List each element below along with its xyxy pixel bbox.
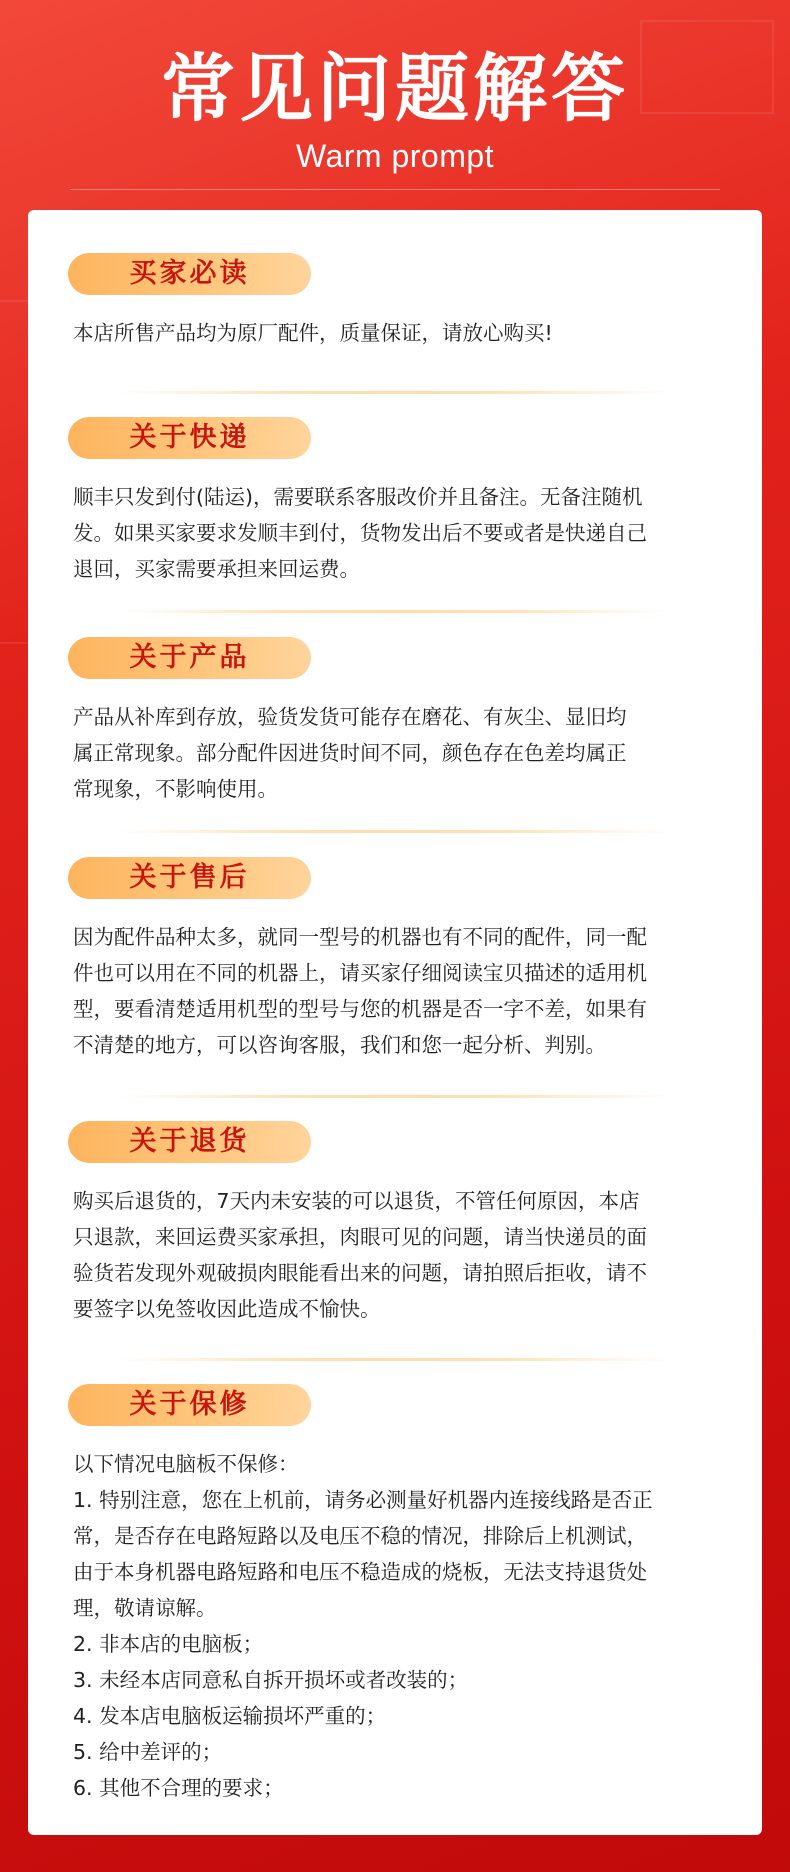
section-line: 型，要看清楚适用机型的型号与您的机器是否一字不差，如果有 [73, 997, 647, 1021]
section-heading: 关于保修 [68, 1384, 311, 1426]
section-line: 6. 其他不合理的要求； [73, 1776, 284, 1800]
section-line: 由于本身机器电路短路和电压不稳造成的烧板，无法支持退货处 [73, 1560, 647, 1584]
section-heading: 关于产品 [68, 637, 311, 679]
section-line: 要签字以免签收因此造成不愉快。 [73, 1297, 381, 1321]
section-line: 以下情况电脑板不保修： [73, 1452, 299, 1476]
header-divider [70, 189, 720, 190]
section-line: 常现象，不影响使用。 [73, 777, 278, 801]
section-divider [118, 610, 673, 613]
section-body [73, 479, 728, 587]
section-heading: 关于退货 [68, 1121, 311, 1163]
section-divider [118, 1095, 673, 1098]
section-line: 产品从补库到存放，验货发货可能存在磨花、有灰尘、显旧均 [73, 705, 627, 729]
faq-card [28, 210, 762, 1835]
section-line: 只退款，来回运费买家承担，肉眼可见的问题，请当快递员的面 [73, 1225, 647, 1249]
section-line: 4. 发本店电脑板运输损坏严重的； [73, 1704, 387, 1728]
section-divider [118, 1358, 673, 1361]
section-heading: 买家必读 [68, 253, 311, 295]
section-line: 1. 特别注意，您在上机前，请务必测量好机器内连接线路是否正 [73, 1488, 653, 1512]
page-subtitle: Warm prompt [295, 138, 495, 174]
section-line: 退回，买家需要承担来回运费。 [73, 557, 360, 581]
section-line: 因为配件品种太多，就同一型号的机器也有不同的配件，同一配 [73, 925, 647, 949]
section-line: 常，是否存在电路短路以及电压不稳的情况，排除后上机测试， [73, 1524, 647, 1548]
section-heading: 关于快递 [68, 417, 311, 459]
section-line: 3. 未经本店同意私自拆开损坏或者改装的； [73, 1668, 469, 1692]
section-line: 理，敬请谅解。 [73, 1596, 217, 1620]
page-title: 常见问题解答 [161, 47, 629, 130]
section-divider [118, 391, 673, 394]
section-line: 属正常现象。部分配件因进货时间不同，颜色存在色差均属正 [73, 741, 627, 765]
section-line: 不清楚的地方，可以咨询客服，我们和您一起分析、判别。 [73, 1033, 606, 1057]
page-header [0, 0, 790, 210]
section-body [73, 1183, 728, 1327]
section-line: 顺丰只发到付(陆运)，需要联系客服改价并且备注。无备注随机 [73, 485, 643, 509]
section-line: 5. 给中差评的； [73, 1740, 223, 1764]
section-line: 本店所售产品均为原厂配件，质量保证，请放心购买! [73, 321, 553, 345]
section-heading: 关于售后 [68, 857, 311, 899]
section-body [73, 1446, 728, 1806]
section-body [73, 919, 728, 1063]
section-line: 发。如果买家要求发顺丰到付，货物发出后不要或者是快递自己 [73, 521, 647, 545]
section-divider [118, 830, 673, 833]
section-body [73, 315, 728, 351]
section-body [73, 699, 728, 807]
section-line: 验货若发现外观破损肉眼能看出来的问题，请拍照后拒收，请不 [73, 1261, 647, 1285]
section-line: 购买后退货的，7天内未安装的可以退货，不管任何原因，本店 [73, 1189, 640, 1213]
section-line: 2. 非本店的电脑板； [73, 1632, 264, 1656]
section-line: 件也可以用在不同的机器上，请买家仔细阅读宝贝描述的适用机 [73, 961, 647, 985]
